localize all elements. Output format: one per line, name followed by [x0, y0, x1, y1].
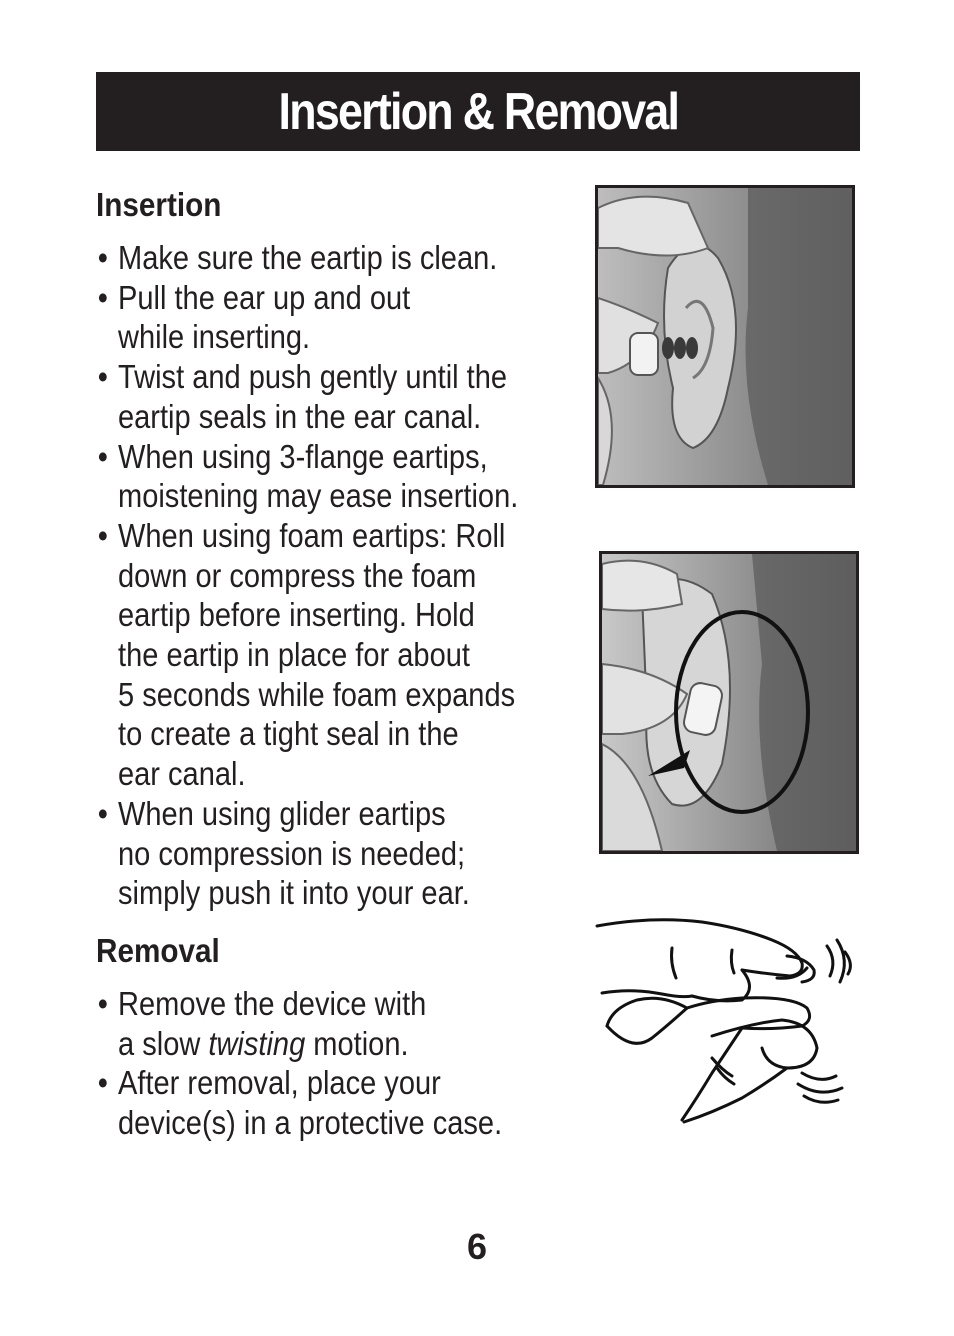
- list-item: • When using 3-flange eartips, moistening may ease insertion.: [96, 437, 536, 516]
- photo-ear-pull-insertion: [595, 185, 855, 488]
- insertion-heading: Insertion: [96, 186, 222, 223]
- list-item: • When using foam eartips: Roll down or compress the foam eartip before inserting. Hold the eartip in place for about 5 seconds while foam expands to create a tight seal in the ear canal.: [96, 516, 536, 794]
- removal-list: [96, 984, 596, 1143]
- list-item: • Pull the ear up and out while inserting.: [96, 278, 536, 357]
- insertion-list: [96, 238, 596, 913]
- list-item: • Make sure the eartip is clean.: [96, 238, 536, 278]
- photo-ear-twist-insertion: [599, 551, 859, 854]
- title-banner: [96, 72, 860, 151]
- ear-twist-illustration: [602, 554, 856, 851]
- list-item: • Twist and push gently until the eartip seals in the ear canal.: [96, 357, 536, 436]
- removal-heading: Removal: [96, 932, 220, 969]
- ear-insertion-illustration: [598, 188, 852, 485]
- page-title: Insertion & Removal: [278, 82, 678, 141]
- list-item: • After removal, place your device(s) in a protective case.: [96, 1063, 536, 1142]
- page-number: 6: [466, 1226, 488, 1267]
- emphasis-twisting: twisting: [208, 1024, 306, 1062]
- removal-twist-fingers-illustration: [592, 908, 862, 1138]
- list-item: • When using glider eartips no compression is needed; simply push it into your ear.: [96, 794, 536, 913]
- list-item: • Remove the device with a slow twisting motion.: [96, 984, 536, 1063]
